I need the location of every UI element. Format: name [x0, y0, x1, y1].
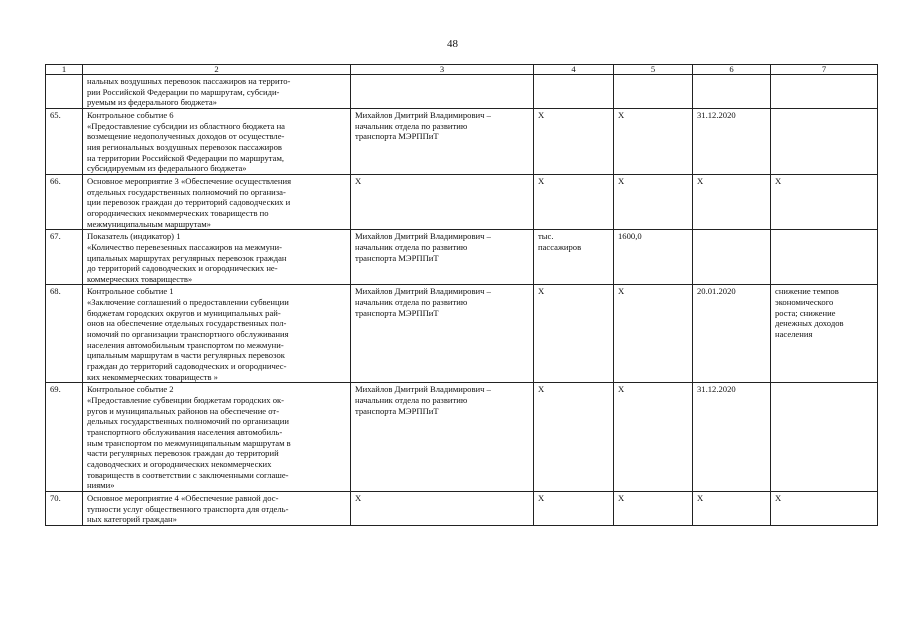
cell-text-line: транспортного обслуживания населения автомобиль- [87, 427, 283, 437]
unit-cell [534, 75, 614, 109]
column-header: 6 [693, 65, 771, 75]
table-row [46, 285, 878, 383]
cell-text-line: X [538, 384, 545, 395]
cell-text-line: X [355, 175, 362, 186]
table-row [46, 108, 878, 174]
unit-cell [534, 491, 614, 525]
cell-text-line: субсидируемым из федерального бюджета» [87, 163, 247, 174]
cell-text-line: Контрольное событие 1 [87, 286, 174, 297]
row-number-cell [46, 75, 83, 109]
cell-text-line: 1600,0 [618, 231, 642, 242]
cell-text-line: отдельных государственных полномочий по организа- [87, 186, 286, 197]
value-cell [614, 491, 693, 525]
cell-text-line: X [618, 109, 625, 120]
date-cell [693, 108, 771, 174]
date-cell [693, 75, 771, 109]
plan-table [45, 64, 878, 526]
date-cell [693, 174, 771, 229]
row-number-cell [46, 383, 83, 492]
risk-cell [771, 383, 878, 492]
table-row [46, 383, 878, 492]
value-cell [614, 285, 693, 383]
cell-text-line: начальник отдела по развитию [355, 395, 468, 406]
cell-text-line: онов на обеспечение отдельных государственных пол- [87, 318, 287, 329]
cell-text-line: 31.12.2020 [697, 384, 736, 395]
cell-text-line: садоводческих и огороднических некоммерческих [87, 458, 272, 469]
cell-text-line: ципальным маршрутам в части регулярных перевозок [87, 350, 285, 361]
risk-cell [771, 75, 878, 109]
event-name-cell [83, 491, 351, 525]
cell-text-line: пассажиров [538, 241, 582, 252]
cell-text-line: начальник отдела по развитию [355, 120, 468, 131]
cell-text-line: ным транспортом по межмуниципальным маршрутам в [87, 437, 291, 448]
cell-text-line: тыс. [538, 231, 554, 242]
unit-cell [534, 383, 614, 492]
cell-text-line: транспорта МЭРППиТ [355, 405, 439, 416]
date-cell [693, 230, 771, 285]
row-number-text: 68. [50, 286, 61, 297]
value-cell [614, 108, 693, 174]
date-cell [693, 383, 771, 492]
cell-text-line: до территорий садоводческих и огороднических не- [87, 263, 278, 274]
row-number-cell [46, 230, 83, 285]
date-cell [693, 491, 771, 525]
cell-text-line: X [697, 175, 704, 186]
value-cell [614, 75, 693, 109]
cell-text-line: снижение темпов [775, 286, 839, 297]
cell-text-line: межмуниципальным маршрутам» [87, 218, 211, 229]
table-row [46, 491, 878, 525]
cell-text-line: ругов и муниципальных районов на обеспечение от- [87, 405, 280, 416]
cell-text-line: X [618, 384, 625, 395]
row-number-cell [46, 108, 83, 174]
cell-text-line: «Предоставление субсидии из областного бюджета на [87, 120, 285, 131]
responsible-cell [351, 285, 534, 383]
cell-text-line: тупности услуг общественного транспорта для отдель- [87, 503, 289, 514]
value-cell [614, 383, 693, 492]
column-header: 3 [351, 65, 534, 75]
cell-text-line: начальник отдела по развитию [355, 241, 468, 252]
responsible-cell [351, 174, 534, 229]
cell-text-line: Михайлов Дмитрий Владимирович – [355, 286, 491, 297]
cell-text-line: X [538, 109, 545, 120]
risk-cell [771, 491, 878, 525]
cell-text-line: огороднических некоммерческих товариществ по [87, 207, 269, 218]
column-header: 7 [771, 65, 878, 75]
cell-text-line: X [697, 492, 704, 503]
cell-text-line: руемым из федерального бюджета» [87, 97, 217, 108]
cell-text-line: Основное мероприятие 3 «Обеспечение осуществления [87, 175, 292, 186]
cell-text-line: на территории Российской Федерации по маршрутам, [87, 152, 285, 163]
risk-cell [771, 108, 878, 174]
cell-text-line: населения автомобильным транспортом по межмуни- [87, 339, 284, 350]
cell-text-line: 20.01.2020 [697, 286, 736, 297]
cell-text-line: 31.12.2020 [697, 109, 736, 120]
column-header: 1 [46, 65, 83, 75]
cell-text-line: экономического [775, 297, 834, 308]
row-number-text: 66. [50, 175, 61, 186]
cell-text-line: Михайлов Дмитрий Владимирович – [355, 384, 491, 395]
cell-text-line: Основное мероприятие 4 «Обеспечение равной дос- [87, 492, 279, 503]
cell-text-line: X [775, 492, 782, 503]
cell-text-line: бюджетам городских округов и муниципальных рай- [87, 307, 281, 318]
cell-text-line: населения [775, 329, 813, 340]
cell-text-line: номочий по организации транспортного обслуживания [87, 329, 289, 340]
cell-text-line: рии Российской Федерации по маршрутам, субсиди- [87, 86, 280, 97]
responsible-cell [351, 230, 534, 285]
cell-text-line: ниями» [87, 480, 115, 491]
row-number-text: 65. [50, 109, 61, 120]
event-name-cell [83, 174, 351, 229]
unit-cell [534, 108, 614, 174]
value-cell [614, 230, 693, 285]
table-body [46, 75, 878, 526]
responsible-cell [351, 75, 534, 109]
risk-cell [771, 230, 878, 285]
cell-text-line: начальник отдела по развитию [355, 297, 468, 308]
cell-text-line: X [538, 492, 545, 503]
table-row [46, 174, 878, 229]
cell-text-line: X [618, 175, 625, 186]
cell-text-line: «Заключение соглашений о предоставлении субвенции [87, 297, 289, 308]
cell-text-line: Контрольное событие 2 [87, 384, 174, 395]
event-name-cell [83, 75, 351, 109]
unit-cell [534, 174, 614, 229]
cell-text-line: дельных государственных полномочий по организации [87, 416, 289, 427]
unit-cell [534, 285, 614, 383]
risk-cell [771, 285, 878, 383]
column-header: 2 [83, 65, 351, 75]
column-header: 5 [614, 65, 693, 75]
cell-text-line: транспорта МЭРППиТ [355, 307, 439, 318]
cell-text-line: возмещение недополученных доходов от осуществле- [87, 131, 285, 142]
cell-text-line: ких некоммерческих товариществ » [87, 371, 218, 382]
value-cell [614, 174, 693, 229]
cell-text-line: X [355, 492, 362, 503]
cell-text-line: денежных доходов [775, 318, 844, 329]
responsible-cell [351, 383, 534, 492]
page-number: 48 [447, 38, 458, 50]
cell-text-line: транспорта МЭРППиТ [355, 252, 439, 263]
table-row [46, 75, 878, 109]
date-cell [693, 285, 771, 383]
cell-text-line: коммерческих товариществ» [87, 273, 193, 284]
cell-text-line: транспорта МЭРППиТ [355, 131, 439, 142]
event-name-cell [83, 230, 351, 285]
risk-cell [771, 174, 878, 229]
cell-text-line: X [538, 175, 545, 186]
row-number-cell [46, 491, 83, 525]
responsible-cell [351, 491, 534, 525]
cell-text-line: ципальных маршрутах регулярных перевозок граждан [87, 252, 287, 263]
cell-text-line: «Предоставление субвенции бюджетам городских ок- [87, 395, 285, 406]
cell-text-line: Показатель (индикатор) 1 [87, 231, 181, 242]
row-number-cell [46, 285, 83, 383]
cell-text-line: Михайлов Дмитрий Владимирович – [355, 109, 491, 120]
row-number-text: 69. [50, 384, 61, 395]
cell-text-line: Контрольное событие 6 [87, 109, 174, 120]
row-number-cell [46, 174, 83, 229]
cell-text-line: X [538, 286, 545, 297]
cell-text-line: роста; снижение [775, 307, 836, 318]
cell-text-line: X [775, 175, 782, 186]
cell-text-line: X [618, 286, 625, 297]
row-number-text: 67. [50, 231, 61, 242]
column-header: 4 [534, 65, 614, 75]
event-name-cell [83, 383, 351, 492]
cell-text-line: товариществ в соответствии с заключенными соглаше- [87, 469, 289, 480]
unit-cell [534, 230, 614, 285]
responsible-cell [351, 108, 534, 174]
cell-text-line: Михайлов Дмитрий Владимирович – [355, 231, 491, 242]
table-row [46, 230, 878, 285]
cell-text-line: ных категорий граждан» [87, 514, 177, 525]
cell-text-line: X [618, 492, 625, 503]
cell-text-line: «Количество перевезенных пассажиров на межмуни- [87, 241, 282, 252]
row-number-text: 70. [50, 492, 61, 503]
cell-text-line: ния региональных воздушных перевозок пассажиров [87, 141, 282, 152]
cell-text-line: граждан до территорий садоводческих и огородничес- [87, 361, 287, 372]
cell-text-line: нальных воздушных перевозок пассажиров на террито- [87, 76, 291, 86]
cell-text-line: ции перевозок граждан до территорий садоводческих и [87, 197, 291, 208]
event-name-cell [83, 108, 351, 174]
event-name-cell [83, 285, 351, 383]
header-row [46, 65, 878, 75]
cell-text-line: части регулярных перевозок граждан до территорий [87, 448, 279, 459]
